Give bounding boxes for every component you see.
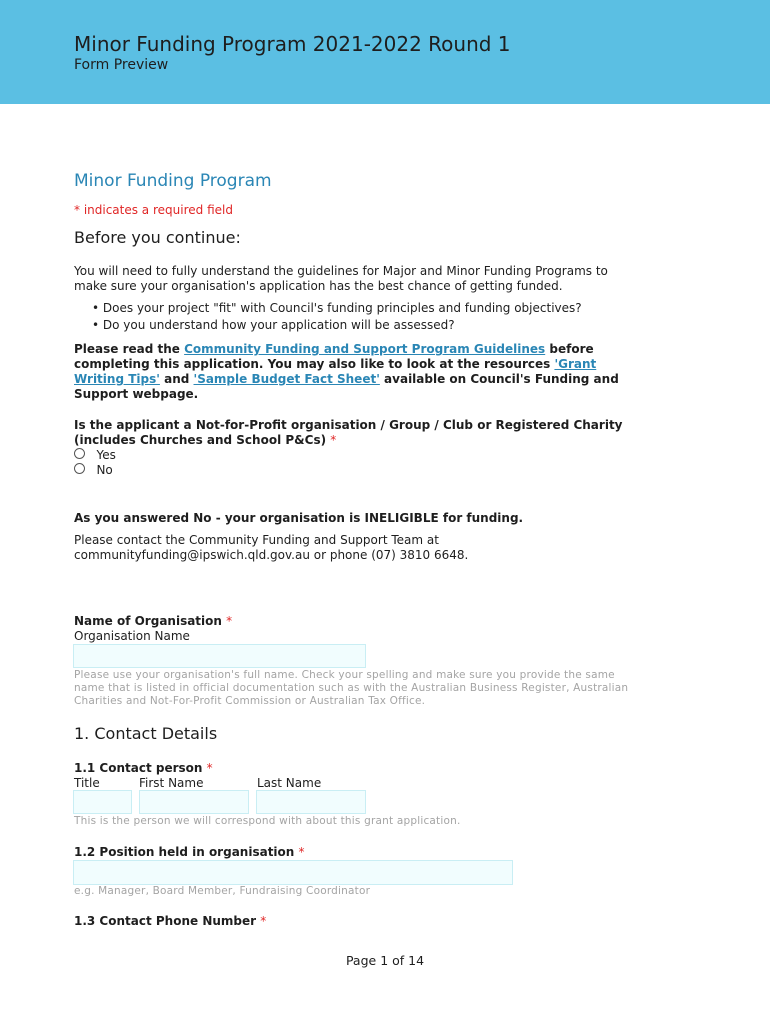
program-title: Minor Funding Program — [74, 171, 272, 191]
org-name-help-2: name that is listed in official documentation such as with the Australian Business Register, Australian — [74, 682, 629, 694]
section-contact-details-heading: 1. Contact Details — [74, 724, 218, 743]
grant-writing-tips-link[interactable]: Writing Tips' — [74, 372, 160, 386]
required-star: * — [226, 614, 233, 628]
contact-info-line-2: communityfunding@ipswich.qld.gov.au or phone (07) 3810 6648. — [74, 548, 469, 562]
last-name-input[interactable] — [256, 790, 366, 814]
sample-budget-link[interactable]: 'Sample Budget Fact Sheet' — [193, 372, 380, 386]
org-name-help-1: Please use your organisation's full name. Check your spelling and make sure you provide the same — [74, 669, 615, 681]
bullet-item: • Do you understand how your application will be assessed? — [92, 318, 455, 332]
nfp-option-no[interactable]: No — [74, 463, 113, 478]
read-guidelines-line-3: Writing Tips' and 'Sample Budget Fact Sheet' available on Council's Funding and — [74, 372, 619, 386]
form-subtitle: Form Preview — [74, 57, 169, 73]
phone-label: 1.3 Contact Phone Number * — [74, 914, 267, 928]
first-name-input[interactable] — [139, 790, 249, 814]
header-banner — [0, 0, 770, 104]
first-name-label: First Name — [139, 776, 204, 790]
radio-button[interactable] — [74, 463, 85, 474]
bullet-item: • Does your project "fit" with Council's funding principles and funding objectives? — [92, 301, 582, 315]
required-star: * — [298, 845, 305, 859]
read-guidelines-line-4: Support webpage. — [74, 387, 199, 401]
bullet-icon: • — [92, 301, 100, 315]
intro-line-2: make sure your organisation's application has the best chance of getting funded. — [74, 279, 563, 293]
required-star: * — [260, 914, 267, 928]
page-indicator: Page 1 of 14 — [345, 953, 425, 968]
before-continue-heading: Before you continue: — [74, 228, 241, 247]
contact-info-line-1: Please contact the Community Funding and Support Team at — [74, 533, 439, 547]
title-input[interactable] — [73, 790, 132, 814]
org-name-sublabel: Organisation Name — [74, 629, 190, 643]
contact-person-label: 1.1 Contact person * — [74, 761, 213, 775]
required-star: * — [206, 761, 213, 775]
bullet-icon: • — [92, 318, 100, 332]
intro-line-1: You will need to fully understand the guidelines for Major and Minor Funding Programs to — [74, 264, 608, 278]
read-guidelines-line-2: completing this application. You may also like to look at the resources 'Grant — [74, 357, 597, 371]
org-name-help-3: Charities and Not-For-Profit Commission or Australian Tax Office. — [74, 695, 426, 707]
required-star: * — [330, 433, 337, 447]
grant-writing-tips-link[interactable]: 'Grant — [554, 357, 597, 371]
guidelines-link[interactable]: Community Funding and Support Program Guidelines — [184, 342, 546, 356]
required-field-note: * indicates a required field — [74, 203, 233, 217]
form-title: Minor Funding Program 2021-2022 Round 1 — [74, 32, 511, 56]
position-label: 1.2 Position held in organisation * — [74, 845, 305, 859]
org-name-label: Name of Organisation * — [74, 614, 233, 628]
read-guidelines-line-1: Please read the Community Funding and Support Program Guidelines before — [74, 342, 594, 356]
nfp-question-line-2: (includes Churches and School P&Cs) * — [74, 433, 337, 447]
position-help: e.g. Manager, Board Member, Fundraising Coordinator — [74, 885, 371, 897]
nfp-question-line-1: Is the applicant a Not-for-Profit organisation / Group / Club or Registered Charity — [74, 418, 623, 432]
title-label: Title — [74, 776, 100, 790]
nfp-option-yes[interactable]: Yes — [74, 448, 116, 463]
position-input[interactable] — [73, 860, 513, 885]
contact-person-help: This is the person we will correspond with about this grant application. — [74, 815, 461, 827]
org-name-input[interactable] — [73, 644, 366, 668]
radio-button[interactable] — [74, 448, 85, 459]
last-name-label: Last Name — [257, 776, 322, 790]
ineligible-heading: As you answered No - your organisation is INELIGIBLE for funding. — [74, 511, 524, 525]
